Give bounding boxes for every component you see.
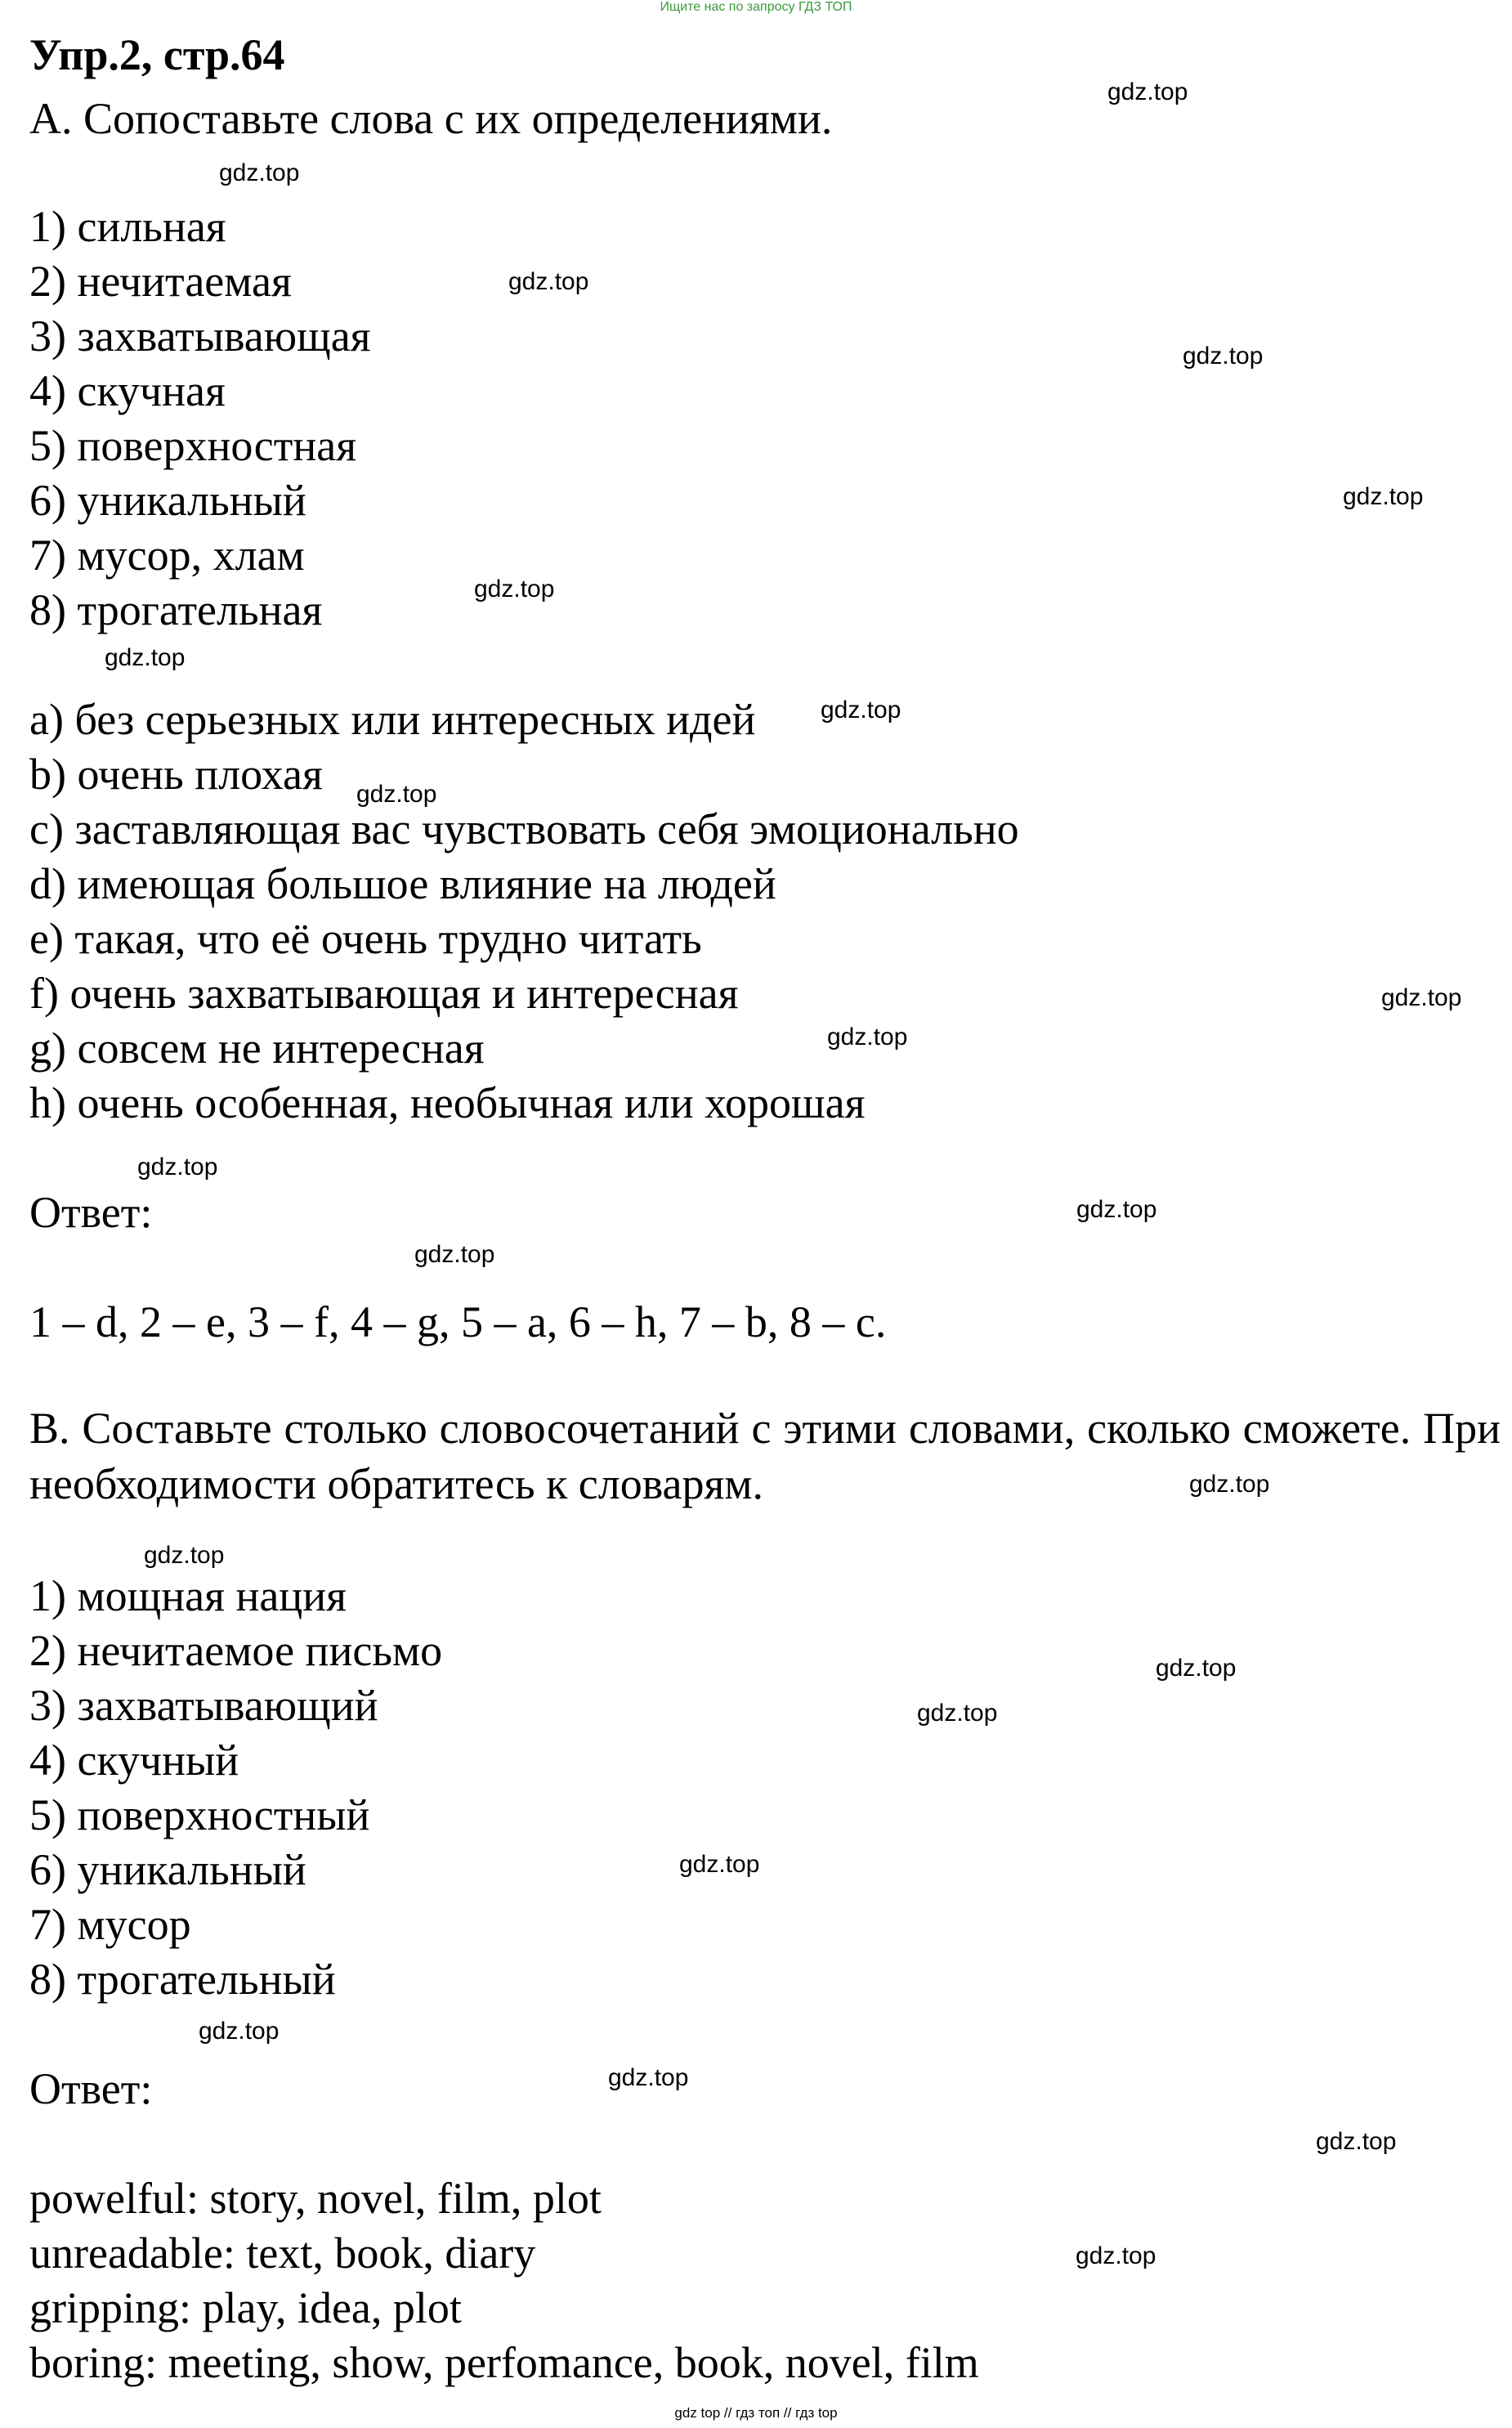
definition-item: c) заставляющая вас чувствовать себя эмоционально [29,804,1019,853]
watermark: gdz.top [414,1241,495,1268]
definition-item: e) такая, что её очень трудно читать [29,914,702,963]
answer-text-a: 1 – d, 2 – e, 3 – f, 4 – g, 5 – a, 6 – h, 7 – b, 8 – c. [29,1297,887,1346]
watermark: gdz.top [1316,2128,1397,2155]
list-item: 8) трогательный [29,1955,336,2004]
list-item: 7) мусор [29,1900,191,1949]
list-item: 3) захватывающий [29,1681,378,1730]
list-item: 2) нечитаемая [29,257,292,306]
answer-label-b: Ответ: [29,2064,153,2113]
watermark: gdz.top [1076,1196,1157,1223]
watermark: gdz.top [827,1024,908,1050]
definition-item: h) очень особенная, необычная или хорошая [29,1078,866,1127]
watermark: gdz.top [1183,343,1264,370]
watermark: gdz.top [508,268,589,295]
watermark: gdz.top [821,697,901,723]
footer-watermark: gdz top // гдз топ // гдз top [674,2405,838,2421]
watermark: gdz.top [679,1851,760,1878]
definition-item: b) очень плохая [29,750,323,799]
definition-item: f) очень захватывающая и интересная [29,969,739,1018]
definition-item: a) без серьезных или интересных идей [29,695,756,744]
watermark: gdz.top [144,1542,225,1569]
watermark: gdz.top [219,159,300,186]
answer-line: boring: meeting, show, perfomance, book, novel, film [29,2338,979,2387]
list-item: 7) мусор, хлам [29,531,305,580]
top-banner: Ищите нас по запросу ГДЗ ТОП [660,0,852,14]
list-item: 1) сильная [29,202,226,251]
watermark: gdz.top [1076,2242,1156,2269]
list-item: 5) поверхностная [29,421,357,470]
definition-item: d) имеющая большое влияние на людей [29,859,776,908]
watermark: gdz.top [917,1700,998,1727]
list-item: 4) скучный [29,1736,239,1785]
watermark: gdz.top [1107,78,1188,105]
answer-line: powelful: story, novel, film, plot [29,2174,602,2223]
watermark: gdz.top [199,2018,280,2045]
watermark: gdz.top [1381,984,1462,1011]
list-item: 3) захватывающая [29,311,371,361]
watermark: gdz.top [356,781,437,808]
list-item: 4) скучная [29,366,226,415]
list-item: 8) трогательная [29,585,323,634]
watermark: gdz.top [1189,1471,1270,1498]
definition-item: g) совсем не интересная [29,1024,485,1073]
section-a-task: A. Сопоставьте слова с их определениями. [29,94,833,143]
answer-line: gripping: play, idea, plot [29,2283,462,2332]
list-item: 2) нечитаемое письмо [29,1626,443,1675]
section-b-task: B. Составьте столько словосочетаний с этими словами, сколько сможете. При необходимости обратитесь к словарям. [29,1404,1501,1508]
watermark: gdz.top [1156,1655,1237,1682]
watermark: gdz.top [105,644,186,671]
watermark: gdz.top [608,2064,689,2091]
answer-label-a: Ответ: [29,1188,153,1237]
watermark: gdz.top [137,1154,218,1180]
list-item: 6) уникальный [29,476,306,525]
answer-line: unreadable: text, book, diary [29,2229,536,2278]
watermark: gdz.top [1343,483,1424,510]
exercise-title: Упр.2, стр.64 [29,30,285,79]
list-item: 1) мощная нация [29,1571,347,1620]
watermark: gdz.top [474,576,555,603]
list-item: 6) уникальный [29,1845,306,1894]
list-item: 5) поверхностный [29,1790,370,1839]
